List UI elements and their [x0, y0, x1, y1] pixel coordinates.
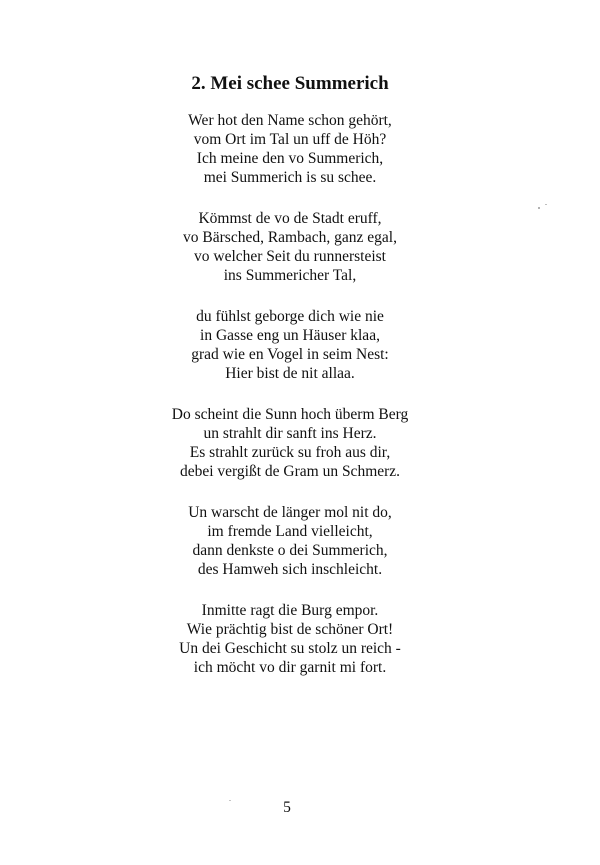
stanza-3 — [0, 307, 580, 383]
page-number: 5 — [283, 799, 291, 816]
poem-line: Do scheint die Sunn hoch überm Berg — [171, 406, 409, 423]
stanza-6 — [0, 601, 580, 677]
poem-line: in Gasse eng un Häuser klaa, — [200, 327, 380, 344]
poem-line: un strahlt dir sanft ins Herz. — [203, 425, 377, 442]
poem-line: Es strahlt zurück su froh aus dir, — [189, 444, 391, 461]
poem-line: ins Summericher Tal, — [223, 267, 357, 284]
poem-body — [0, 111, 580, 699]
stanza-1 — [0, 111, 580, 187]
poem-line: mei Summerich is su schee. — [203, 169, 377, 186]
stanza-5 — [0, 503, 580, 579]
poem-line: du fühlst geborge dich wie nie — [196, 308, 384, 325]
scan-speck — [545, 204, 547, 205]
stanza-2 — [0, 209, 580, 285]
poem-line: debei vergißt de Gram un Schmerz. — [179, 463, 401, 480]
poem-line: Wie prächtig bist de schöner Ort! — [186, 621, 394, 638]
poem-line: des Hamweh sich inschleicht. — [197, 561, 383, 578]
poem-line: ich möcht vo dir garnit mi fort. — [193, 659, 387, 676]
poem-line: Inmitte ragt die Burg empor. — [201, 602, 379, 619]
poem-line: Un dei Geschicht su stolz un reich - — [179, 640, 401, 657]
poem-line: vom Ort im Tal un uff de Höh? — [193, 131, 387, 148]
poem-line: dann denkste o dei Summerich, — [192, 542, 388, 559]
scan-speck — [538, 207, 540, 209]
poem-line: Hier bist de nit allaa. — [225, 365, 355, 382]
poem-line: Kömmst de vo de Stadt eruff, — [198, 210, 382, 227]
scan-speck — [229, 800, 231, 801]
poem-line: grad wie en Vogel in seim Nest: — [191, 346, 389, 363]
poem-line: im fremde Land vielleicht, — [207, 523, 373, 540]
poem-line: vo welcher Seit du runnersteist — [194, 248, 386, 265]
poem-title: 2. Mei schee Summerich — [191, 73, 389, 94]
poem-line: vo Bärsched, Rambach, ganz egal, — [183, 229, 397, 246]
poem-line: Un warscht de länger mol nit do, — [188, 504, 392, 521]
stanza-4 — [0, 405, 580, 481]
poem-line: Ich meine den vo Summerich, — [196, 150, 384, 167]
poem-line: Wer hot den Name schon gehört, — [188, 112, 392, 129]
